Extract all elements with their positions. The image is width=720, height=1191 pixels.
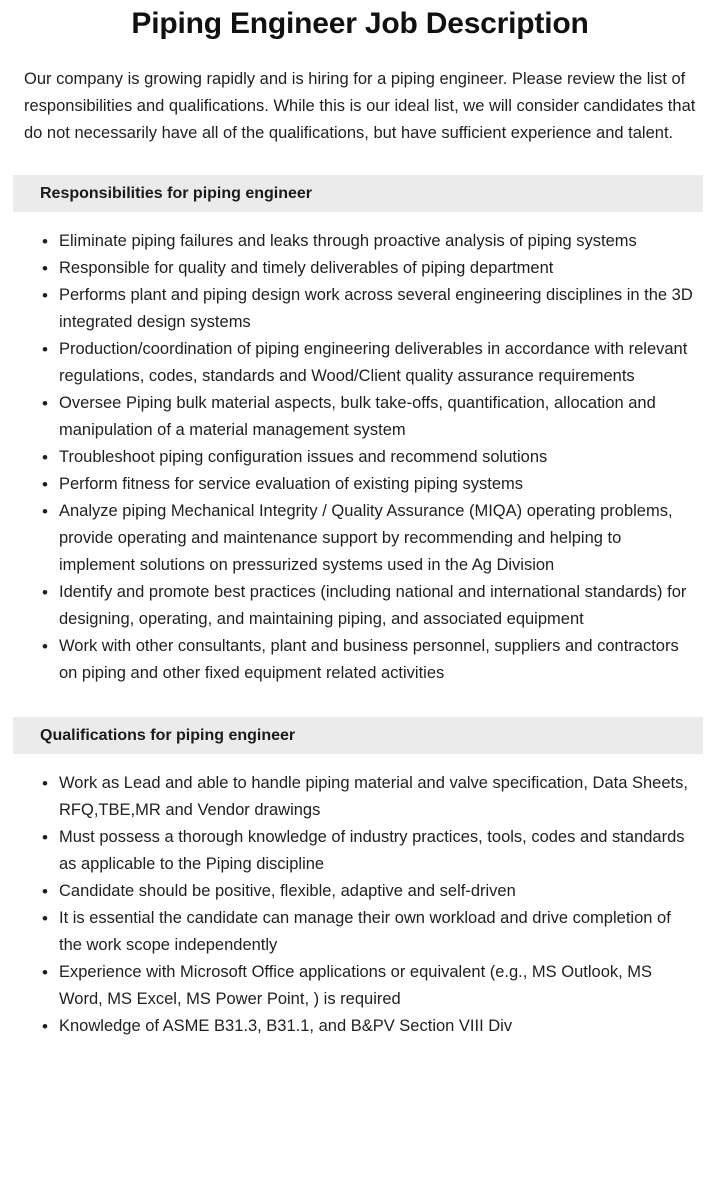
list-item: • Knowledge of ASME B31.3, B31.1, and B&PV Section VIII Div	[59, 1013, 696, 1040]
qualifications-list	[0, 770, 720, 1040]
list-item: • Production/coordination of piping engineering deliverables in accordance with relevant regulations, codes, standards and Wood/Client quality assurance requirements	[59, 336, 696, 390]
list-item: • Troubleshoot piping configuration issues and recommend solutions	[59, 444, 696, 471]
list-item: • It is essential the candidate can manage their own workload and drive completion of the work scope independently	[59, 905, 696, 959]
section-qualifications	[0, 717, 720, 1040]
section-header-responsibilities: Responsibilities for piping engineer	[13, 175, 703, 212]
list-item: • Experience with Microsoft Office applications or equivalent (e.g., MS Outlook, MS Word, MS Excel, MS Power Point, ) is required	[59, 959, 696, 1013]
responsibilities-list	[0, 228, 720, 687]
list-item: • Oversee Piping bulk material aspects, bulk take-offs, quantification, allocation and manipulation of a material management system	[59, 390, 696, 444]
list-item: • Work with other consultants, plant and business personnel, suppliers and contractors on piping and other fixed equipment related activities	[59, 633, 696, 687]
list-item: • Eliminate piping failures and leaks through proactive analysis of piping systems	[59, 228, 696, 255]
list-item: • Responsible for quality and timely deliverables of piping department	[59, 255, 696, 282]
list-item: • Identify and promote best practices (including national and international standards) for designing, operating, and maintaining piping, and associated equipment	[59, 579, 696, 633]
page-title: Piping Engineer Job Description	[131, 7, 589, 40]
intro-paragraph: Our company is growing rapidly and is hiring for a piping engineer. Please review the list of responsibilities and qualifications. While this is our ideal list, we will consider candidates that do not necessarily have all of the qualifications, but have sufficient experience and talent.	[24, 70, 696, 142]
list-item: • Work as Lead and able to handle piping material and valve specification, Data Sheets, RFQ,TBE,MR and Vendor drawings	[59, 770, 696, 824]
list-item: • Analyze piping Mechanical Integrity / Quality Assurance (MIQA) operating problems, provide operating and maintenance support by recommending and helping to implement solutions on pressurized systems used in the Ag Division	[59, 498, 696, 579]
list-item: • Performs plant and piping design work across several engineering disciplines in the 3D integrated design systems	[59, 282, 696, 336]
list-item: • Perform fitness for service evaluation of existing piping systems	[59, 471, 696, 498]
list-item: • Candidate should be positive, flexible, adaptive and self-driven	[59, 878, 696, 905]
section-header-qualifications: Qualifications for piping engineer	[13, 717, 703, 754]
section-responsibilities	[0, 175, 720, 687]
list-item: • Must possess a thorough knowledge of industry practices, tools, codes and standards as applicable to the Piping discipline	[59, 824, 696, 878]
